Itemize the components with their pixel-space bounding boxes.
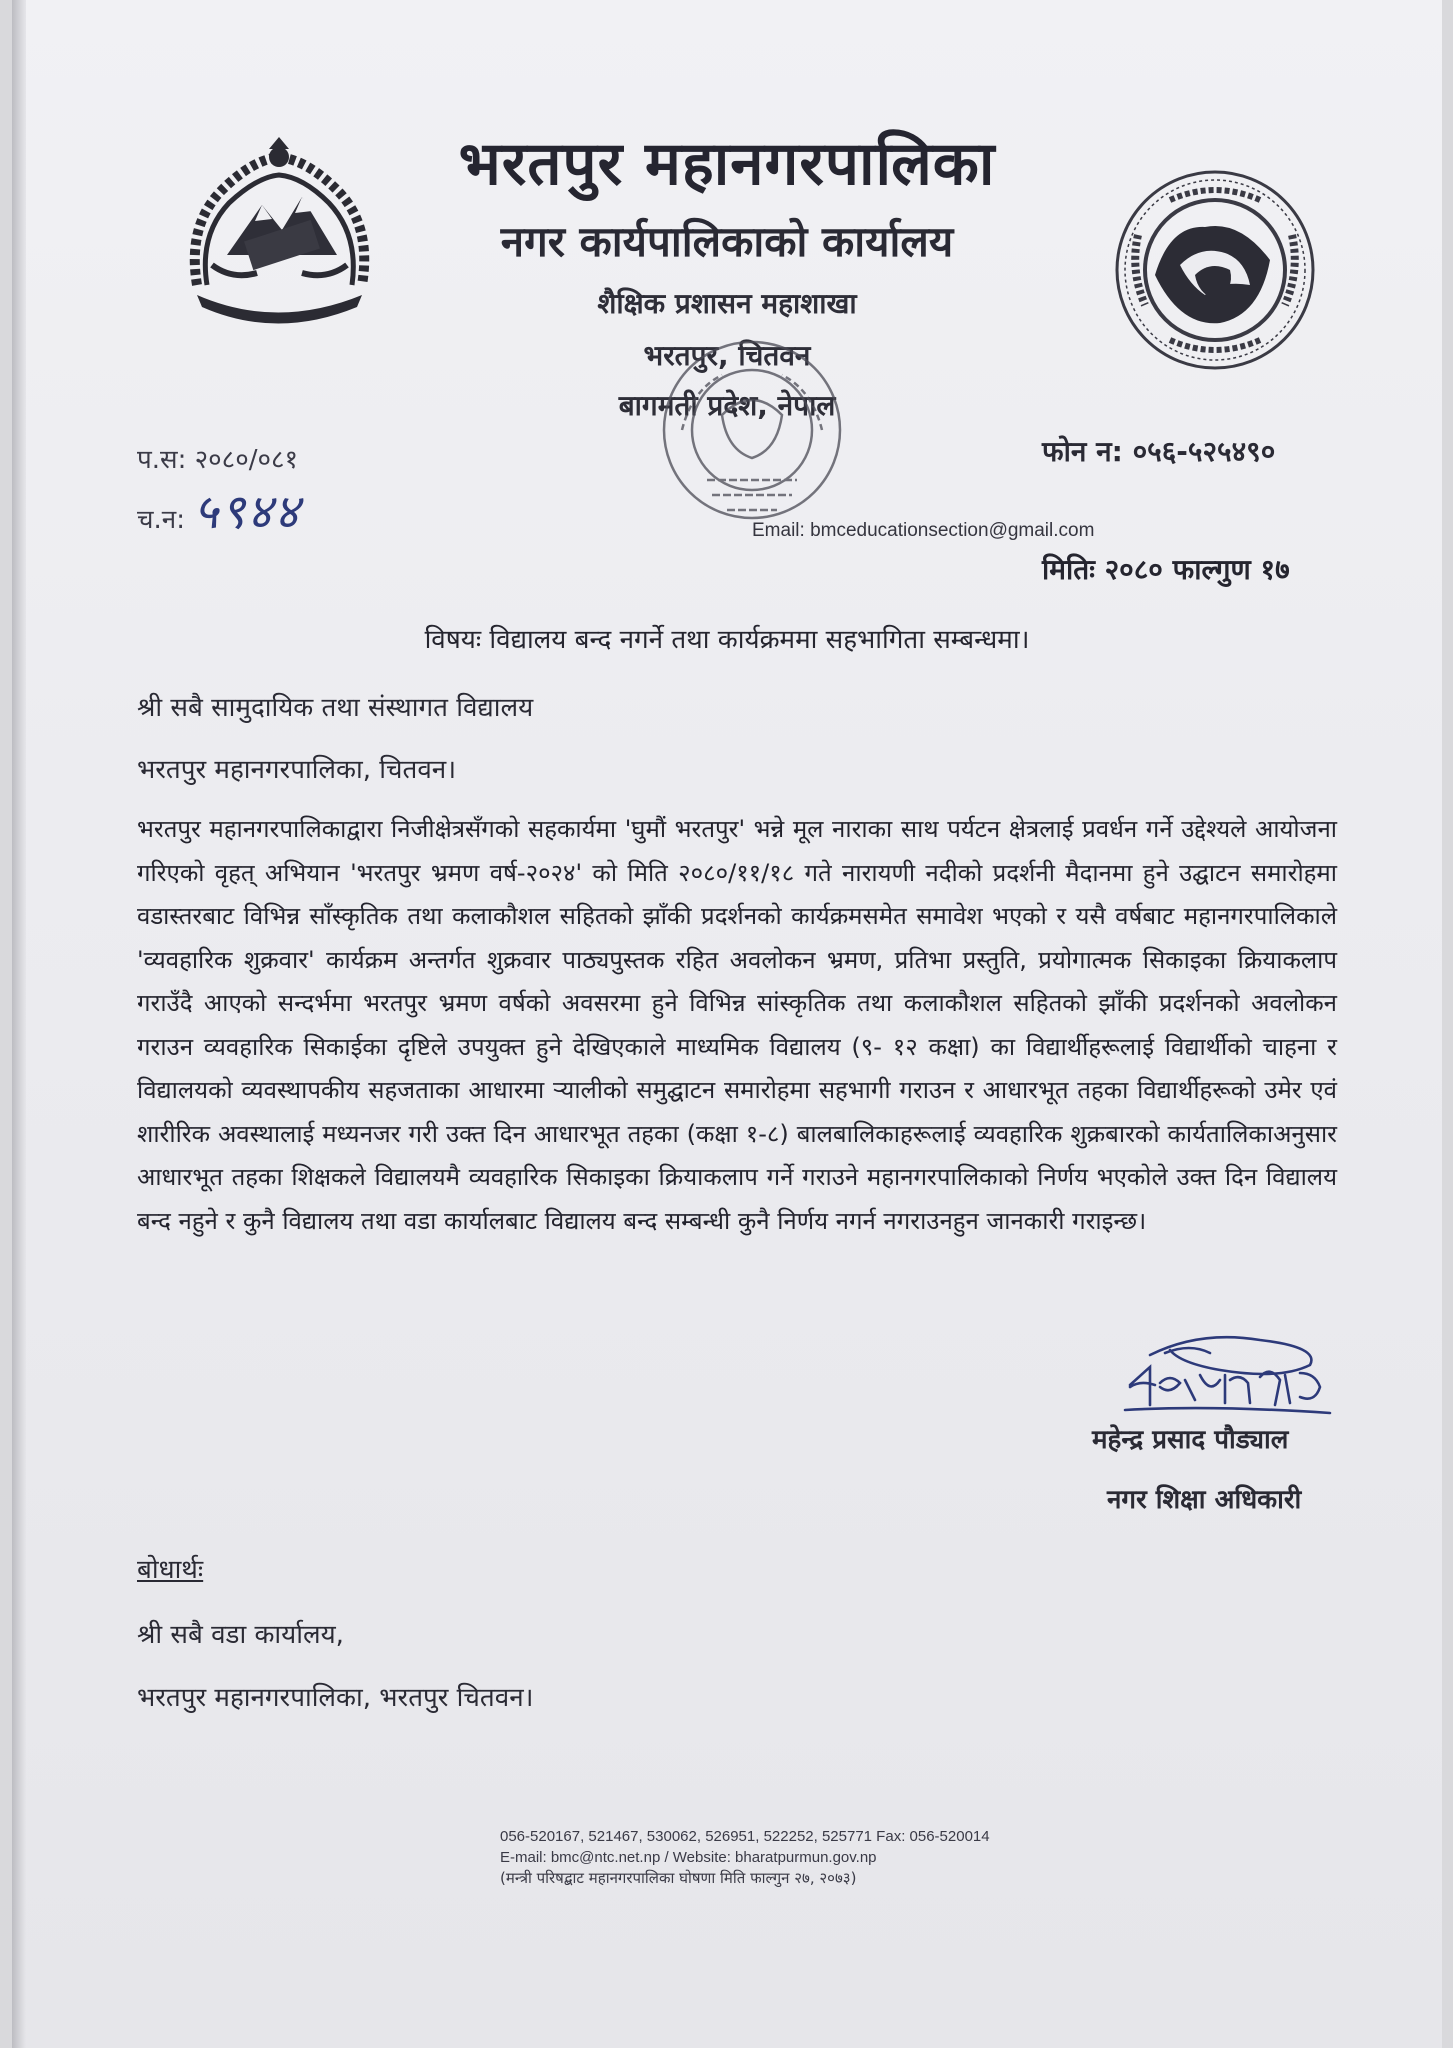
municipality-name: भरतपुर महानगरपालिका — [458, 129, 996, 199]
reference-ps: प.स: २०८०/०८१ — [137, 445, 299, 475]
addressee-line2: भरतपुर महानगरपालिका, चितवन। — [137, 755, 457, 785]
office-province: बागमती प्रदेश, नेपाल — [618, 389, 836, 422]
cc-line1: श्री सबै वडा कार्यालय, — [137, 1620, 344, 1650]
phone-number: फोन न: ०५६-५२५४९० — [1042, 435, 1276, 468]
cc-label: बोधार्थः — [137, 1555, 204, 1585]
addressee-line1: श्री सबै सामुदायिक तथा संस्थागत विद्यालय — [137, 693, 534, 723]
letter-subject: विषयः विद्यालय बन्द नगर्ने तथा कार्यक्रममा सहभागिता सम्बन्धमा। — [424, 625, 1030, 655]
office-location: भरतपुर, चितवन — [643, 339, 811, 372]
handwritten-signature — [1110, 1325, 1350, 1430]
division-name: शैक्षिक प्रशासन महाशाखा — [597, 287, 857, 320]
footer-web: E-mail: bmc@ntc.net.np / Website: bharatpurmun.gov.np — [500, 1849, 877, 1866]
cc-line2: भरतपुर महानगरपालिका, भरतपुर चितवन। — [137, 1683, 534, 1713]
reference-cn-label: च.न: — [137, 505, 185, 535]
letter-footer — [500, 1826, 990, 1889]
footer-note: (मन्त्री परिषद्बाट महानगरपालिका घोषणा मिति फाल्गुन २७, २०७३) — [500, 1869, 857, 1887]
reference-cn — [137, 478, 301, 543]
signer-name: महेन्द्र प्रसाद पौड्याल — [1092, 1425, 1289, 1455]
letter-sheet — [12, 0, 1442, 2048]
letter-date: मितिः २०८० फाल्गुण १७ — [1042, 553, 1290, 586]
office-name: नगर कार्यपालिकाको कार्यालय — [500, 217, 954, 266]
signer-title: नगर शिक्षा अधिकारी — [1107, 1485, 1302, 1515]
office-stamp-icon — [652, 330, 852, 530]
reference-cn-value: ५९४४ — [193, 484, 302, 540]
office-email: Email: bmceducationsection@gmail.com — [752, 520, 1095, 541]
footer-phones: 056-520167, 521467, 530062, 526951, 522252, 525771 Fax: 056-520014 — [500, 1828, 990, 1845]
letter-body: भरतपुर महानगरपालिकाद्वारा निजीक्षेत्रसँगको सहकार्यमा 'घुमौं भरतपुर' भन्ने मूल नाराका साथ पर्यटन क्षेत्रलाई प्रवर्धन गर्ने उद्देश्यले आयोजना गरिएको वृहत् अभियान 'भरतपुर भ्रमण वर्ष-२०२४' को मिति २०८०/११/१८ गते नारायणी नदीको प्रदर्शनी मैदानमा हुने उद्घाटन समारोहमा वडास्तरबाट विभिन्न साँस्कृतिक तथा कलाकौशल सहितको झाँकी प्रदर्शनको कार्यक्रमसमेत समावेश भएको र यसै वर्षबाट महानगरपालिकाले 'व्यवहारिक शुक्रवार' कार्यक्रम अन्तर्गत शुक्रवार पाठ्यपुस्तक रहित अवलोकन भ्रमण, प्रतिभा प्रस्तुति, प्रयोगात्मक सिकाइका क्रियाकलाप गराउँदै आएको सन्दर्भमा भरतपुर भ्रमण वर्षको अवसरमा हुने विभिन्न सांस्कृतिक तथा कलाकौशल सहितको झाँकी प्रदर्शनको अवलोकन गराउन व्यवहारिक सिकाईका दृष्टिले उपयुक्त हुने देखिएकाले माध्यमिक विद्यालय (९- १२ कक्षा) का विद्यार्थीहरूलाई विद्यार्थीको चाहना र विद्यालयको व्यवस्थापकीय सहजताका आधारमा र्‍यालीको समुद्घाटन समारोहमा सहभागी गराउन र आधारभूत तहका विद्यार्थीहरूको उमेर एवं शारीरिक अवस्थालाई मध्यनजर गरी उक्त दिन आधारभूत तहका (कक्षा १-८) बालबालिकाहरूलाई व्यवहारिक शुक्रबारको कार्यतालिकाअनुसार आधारभूत तहका शिक्षकले विद्यालयमै व्यवहारिक सिकाइका क्रियाकलाप गर्ने गराउने महानगरपालिकाको निर्णय भएकोले उक्त दिन विद्यालय बन्द नहुने र कुनै विद्यालय तथा वडा कार्यालबाट विद्यालय बन्द सम्बन्धी कुनै निर्णय नगर्न नगराउनहुन जानकारी गराइन्छ। — [137, 815, 1337, 1235]
